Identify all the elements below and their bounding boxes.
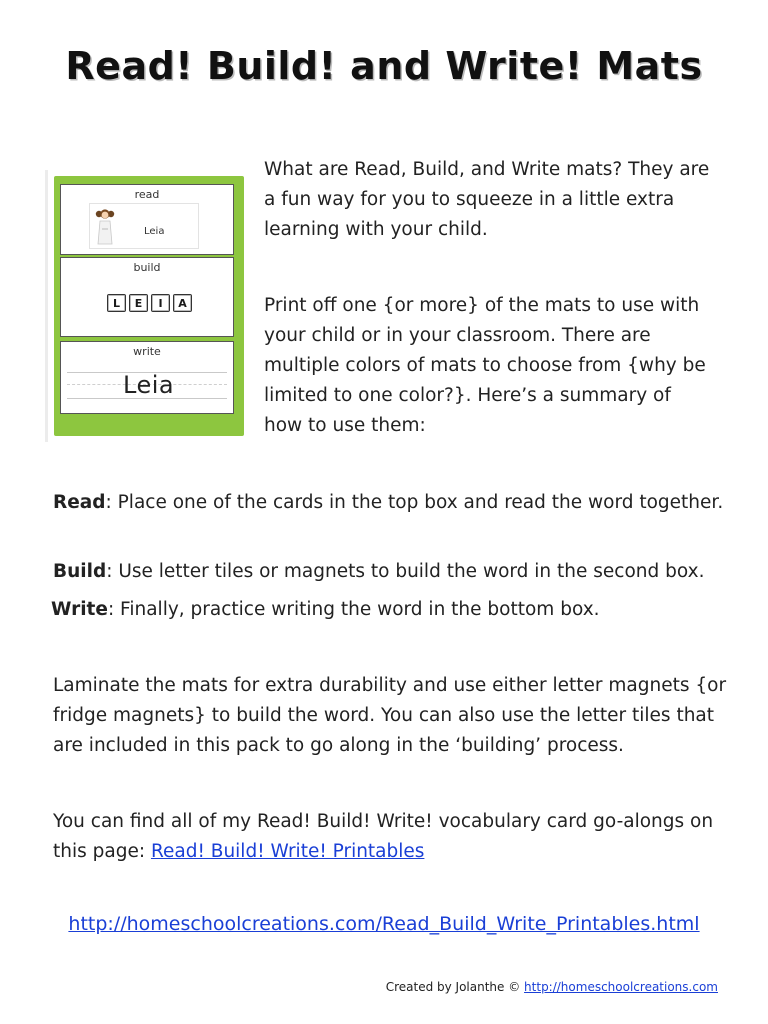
page-title: Read! Build! and Write! Mats (65, 44, 703, 88)
footer-credit: Created by Jolanthe © (385, 980, 525, 994)
find-paragraph (53, 807, 743, 867)
princess-figure-icon (94, 206, 116, 246)
footer (386, 980, 718, 994)
letter-tiles (107, 294, 192, 312)
intro-paragraph-2: Print off one {or more} of the mats to use with your child or in your classroom. There are multiple colors of mats to choose from {why be limited to one color?}. Here’s a summary of how to use them: (264, 295, 706, 436)
laminate-paragraph: Laminate the mats for extra durability and use either letter magnets {or fridge magnets} to build the word. You can also use the letter tiles that are included in this pack to go along in the ‘building’ process. (53, 675, 727, 756)
build-box (60, 257, 234, 337)
read-definition (53, 489, 733, 517)
write-box (60, 341, 234, 414)
read-box-label: read (134, 188, 160, 201)
read-description: : Place one of the cards in the top box and read the word together. (105, 492, 724, 513)
letter-tile: I (151, 294, 170, 312)
printables-link[interactable]: Read! Build! Write! Printables (150, 841, 425, 862)
mat-illustration (45, 170, 253, 442)
read-box (60, 184, 234, 255)
letter-tile: A (173, 294, 192, 312)
build-term: Build (53, 561, 107, 582)
printables-url-link[interactable]: http://homeschoolcreations.com/Read_Build_Write_Printables.html (68, 913, 700, 935)
build-box-label: build (133, 261, 161, 274)
write-definition (51, 596, 731, 624)
build-definition (53, 558, 733, 586)
write-word: Leia (123, 371, 175, 399)
intro-paragraph-1: What are Read, Build, and Write mats? They are a fun way for you to squeeze in a little extra learning with your child. (264, 159, 710, 240)
find-text: You can find all of my Read! Build! Write! vocabulary card go-alongs on this page: (53, 811, 714, 862)
build-description: : Use letter tiles or magnets to build the word in the second box. (106, 561, 705, 582)
footer-site-link[interactable]: http://homeschoolcreations.com (524, 980, 718, 994)
read-term: Read (53, 492, 106, 513)
read-card-word: Leia (144, 226, 165, 237)
image-edge (45, 170, 48, 442)
read-card (89, 203, 199, 249)
letter-tile: L (107, 294, 126, 312)
letter-tile: E (129, 294, 148, 312)
mat-green-frame (54, 176, 244, 436)
write-description: : Finally, practice writing the word in the bottom box. (107, 599, 600, 620)
url-line (0, 913, 768, 935)
write-term: Write (51, 599, 108, 620)
write-box-label: write (133, 345, 161, 358)
